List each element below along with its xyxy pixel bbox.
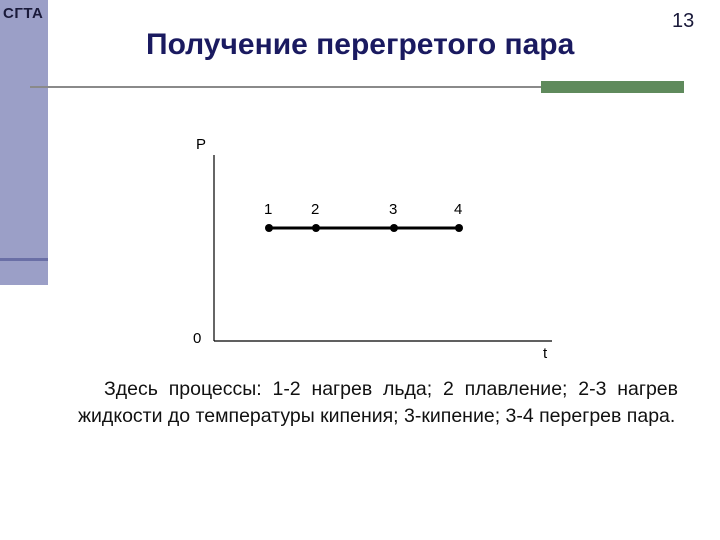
origin-label: 0: [193, 330, 202, 347]
point-2-label: 2: [311, 201, 320, 218]
slide-number: 13: [672, 10, 695, 32]
x-axis-label: t: [543, 345, 548, 362]
slide-title: Получение перегретого пара: [146, 28, 575, 61]
description-text: Здесь процессы: 1-2 нагрев льда; 2 плавление; 2-3 нагрев жидкости до температуры кипения; 3-кипение; 3-4 перегрев пара.: [78, 378, 678, 427]
y-axis-label: P: [196, 136, 207, 153]
point-2-marker: [312, 224, 320, 232]
point-1-marker: [265, 224, 273, 232]
point-4-label: 4: [454, 201, 463, 218]
point-4-marker: [455, 224, 463, 232]
point-3-label: 3: [389, 201, 398, 218]
point-3-marker: [390, 224, 398, 232]
org-label: СГТА: [3, 5, 44, 22]
point-1-label: 1: [264, 201, 273, 218]
